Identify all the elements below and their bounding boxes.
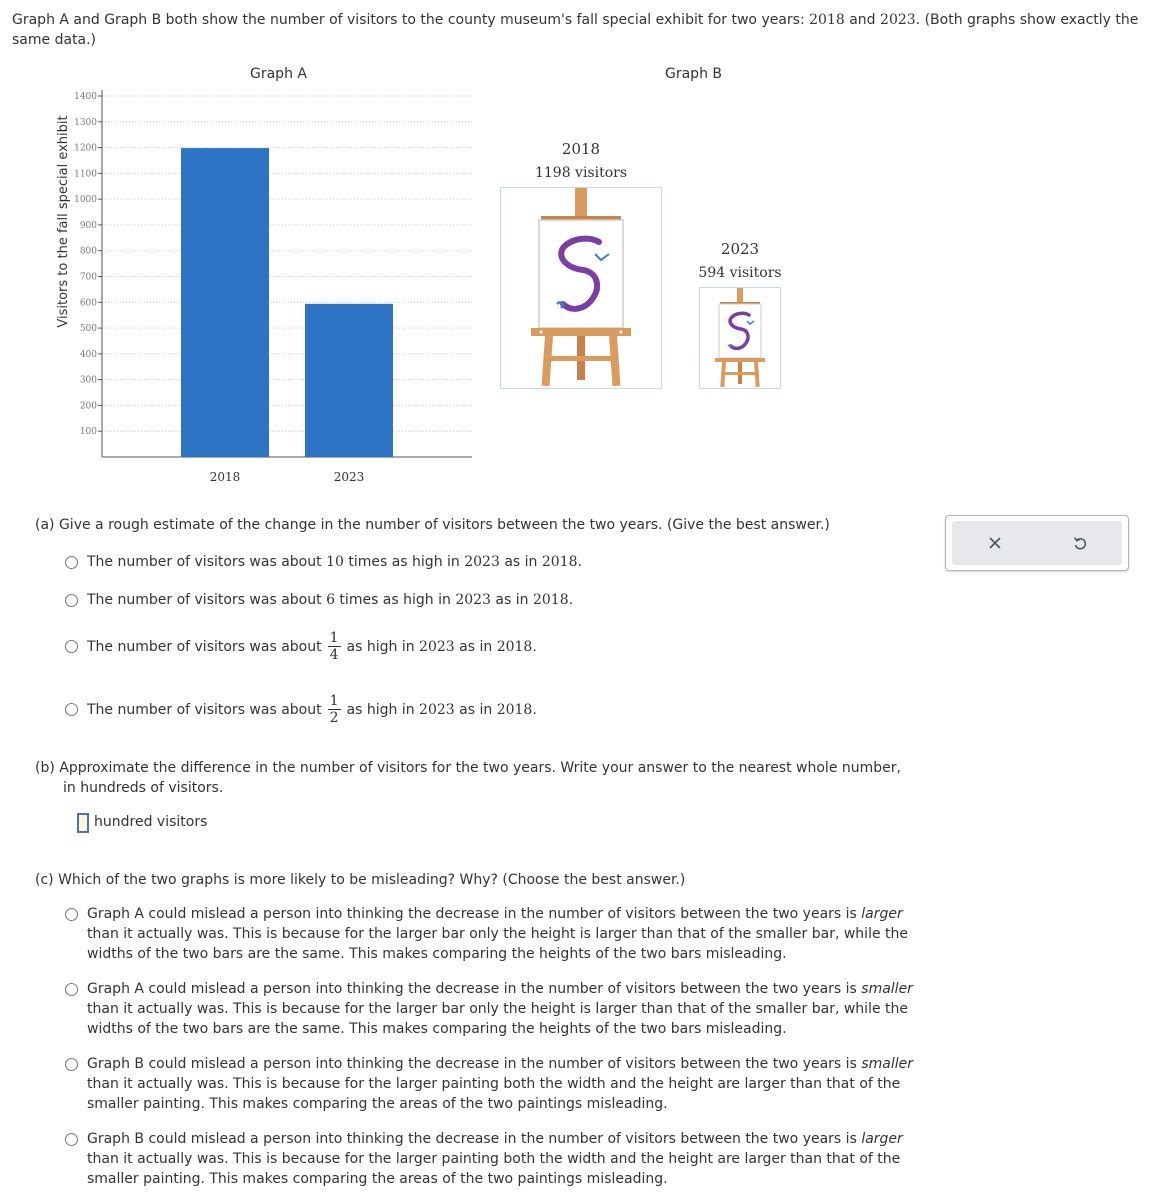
part-c-question: (c) Which of the two graphs is more likely to be misleading? Why? (Choose the best answer.): [35, 872, 686, 888]
radio-button[interactable]: [65, 640, 78, 653]
painting-2023-visitors: 594 visitors: [698, 265, 782, 281]
answer-toolbox: [945, 515, 1129, 571]
easel-painting-large-icon: [501, 188, 661, 388]
y-tick-label: 700: [79, 272, 97, 283]
toolbox-buttons: [952, 521, 1122, 565]
radio-button[interactable]: [65, 1058, 78, 1071]
part-a-option-2[interactable]: The number of visitors was about 6 times as high in 2023 as in 2018.: [65, 590, 573, 610]
fraction-one-half: $\frac{1}{2}$: [329, 693, 339, 726]
painting-2018: [500, 187, 662, 389]
x-tick-label: 2023: [333, 470, 365, 484]
bar-2023: [305, 304, 393, 457]
painting-2018-label: [521, 137, 641, 185]
graph-b-title: Graph B: [665, 66, 722, 82]
part-a-question: (a) Give a rough estimate of the change in the number of visitors between the two years. (Give the best answer.): [35, 517, 830, 533]
year-2018: 2018: [809, 12, 845, 28]
radio-button[interactable]: [65, 983, 78, 996]
undo-button[interactable]: [1065, 528, 1095, 558]
radio-button[interactable]: [65, 594, 78, 607]
radio-button[interactable]: [65, 908, 78, 921]
undo-icon: [1072, 535, 1088, 551]
difference-answer-input[interactable]: [77, 813, 89, 833]
close-icon: [988, 536, 1002, 550]
part-c-option-2[interactable]: Graph A could mislead a person into thinking the decrease in the number of visitors between the two years is smaller than it actually was. This is because for the larger bar only the height is larger than that of the smaller bar, while the widths of the two bars are the same. This makes comparing the heights of the two bars misleading.: [65, 979, 920, 1039]
easel-painting-small-icon: [700, 288, 780, 388]
y-tick-label: 300: [79, 375, 97, 386]
radio-button[interactable]: [65, 556, 78, 569]
radio-button[interactable]: [65, 703, 78, 716]
painting-2018-year: 2018: [561, 140, 601, 158]
answer-unit-label: hundred visitors: [94, 814, 208, 830]
problem-intro: Graph A and Graph B both show the number of visitors to the county museum's fall special exhibit for two years: 2018 and 2023. (Both graphs show exactly the same data.): [12, 12, 1139, 48]
painting-2023-year: 2023: [720, 240, 760, 258]
part-a-option-4[interactable]: The number of visitors was about $\frac{1}{2}$ as high in 2023 as in 2018.: [65, 693, 537, 726]
painting-2023: [699, 287, 781, 389]
part-c-option-1[interactable]: Graph A could mislead a person into thinking the decrease in the number of visitors between the two years is larger than it actually was. This is because for the larger bar only the height is larger than that of the smaller bar, while the widths of the two bars are the same. This makes comparing the heights of the two bars misleading.: [65, 904, 920, 964]
clear-button[interactable]: [980, 528, 1010, 558]
y-tick-label: 900: [79, 220, 97, 231]
painting-2023-label: [690, 237, 790, 285]
y-tick-label: 1100: [74, 169, 97, 180]
y-tick-label: 1200: [74, 143, 97, 154]
part-a-option-1[interactable]: The number of visitors was about 10 times as high in 2023 as in 2018.: [65, 552, 582, 572]
y-tick-label: 1400: [74, 92, 97, 102]
y-tick-label: 1300: [74, 117, 97, 128]
y-tick-label: 500: [79, 324, 97, 335]
part-b-question: (b) Approximate the difference in the number of visitors for the two years. Write your answer to the nearest whole number, in hundreds of visitors.: [35, 760, 901, 796]
graph-a-chart: [0, 60, 480, 490]
radio-button[interactable]: [65, 1133, 78, 1146]
painting-2018-visitors: 1198 visitors: [534, 165, 628, 181]
y-axis-title: Visitors to the fall special exhibit: [56, 115, 71, 328]
bar-2018: [181, 148, 269, 457]
y-tick-label: 400: [79, 349, 97, 360]
graph-a-title: Graph A: [250, 66, 307, 82]
x-tick-label: 2018: [209, 470, 241, 484]
fraction-one-fourth: $\frac{1}{4}$: [329, 630, 339, 663]
part-c-option-4[interactable]: Graph B could mislead a person into thinking the decrease in the number of visitors between the two years is larger than it actually was. This is because for the larger painting both the width and the height are larger than that of the smaller painting. This makes comparing the areas of the two paintings misleading.: [65, 1129, 920, 1189]
y-tick-label: 100: [79, 427, 97, 438]
y-tick-label: 800: [79, 246, 97, 257]
y-tick-label: 200: [79, 401, 97, 412]
y-tick-label: 1000: [74, 195, 97, 206]
part-a-option-3[interactable]: The number of visitors was about $\frac{1}{4}$ as high in 2023 as in 2018.: [65, 630, 537, 663]
year-2023: 2023: [880, 12, 916, 28]
part-c-option-3[interactable]: Graph B could mislead a person into thinking the decrease in the number of visitors between the two years is smaller than it actually was. This is because for the larger painting both the width and the height are larger than that of the smaller painting. This makes comparing the areas of the two paintings misleading.: [65, 1054, 920, 1114]
y-tick-label: 600: [79, 298, 97, 309]
